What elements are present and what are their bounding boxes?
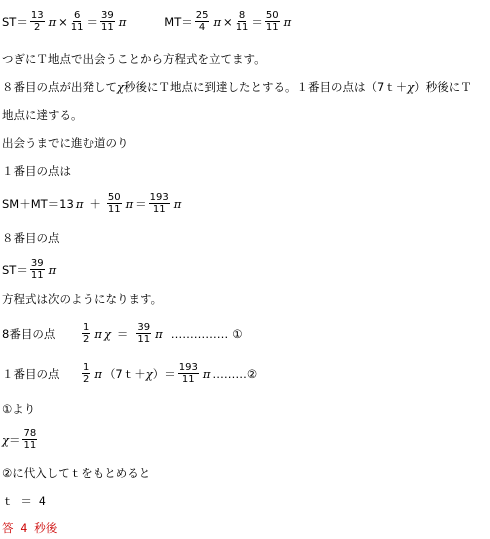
pi-symbol: π <box>125 196 134 211</box>
pi-symbol: π <box>202 366 211 381</box>
pi-symbol: π <box>155 326 163 341</box>
text-line-10: 方程式は次のようになります。 <box>2 292 163 306</box>
text-line-6: １番目の点は <box>2 164 71 178</box>
fraction: $\frac{39}{11}$ <box>30 258 44 281</box>
chi-symbol: χ <box>117 80 124 94</box>
chi-symbol: χ <box>2 432 9 447</box>
pi-symbol: π <box>118 14 127 29</box>
fraction: $\frac{1}{2}$ <box>83 362 90 385</box>
st-label: ST＝ <box>2 262 28 277</box>
equation-1 <box>2 322 243 345</box>
equation-marker: ① <box>232 326 243 341</box>
equals-sign: ＝ <box>135 196 147 211</box>
answer: 答 4 秒後 <box>2 521 58 535</box>
pi-symbol: π <box>94 326 102 341</box>
text-part: 秒後にＴ地点に到達したとする。１番目の点は（7ｔ＋ <box>123 80 408 94</box>
leader-dots: ……… <box>212 366 247 381</box>
point-label: １番目の点 <box>2 366 60 381</box>
text-line-15: ②に代入してｔをもとめると <box>2 466 151 480</box>
text-line-16: ｔ ＝ 4 <box>2 494 46 508</box>
fraction: $\frac{1}{2}$ <box>83 322 90 345</box>
text-part: ８番目の点が出発して <box>2 80 117 94</box>
leader-dots: …………… <box>170 326 229 341</box>
text-line-13: ①より <box>2 402 36 416</box>
fraction: $\frac{25}{4}$ <box>195 10 209 33</box>
fraction: $\frac{8}{11}$ <box>235 10 249 33</box>
equation-st-mt <box>2 10 293 33</box>
fraction: $\frac{39}{11}$ <box>137 322 151 345</box>
pi-symbol: π <box>75 196 84 211</box>
pi-symbol: π <box>48 14 57 29</box>
pi-symbol: π <box>213 14 222 29</box>
times-sign: × <box>223 14 233 29</box>
st-label: ST＝ <box>2 14 28 29</box>
text-line-2: つぎにＴ地点で出会うことから方程式を立てます。 <box>2 52 266 66</box>
point-label: 8番目の点 <box>2 326 56 341</box>
equals-sign: ＝ <box>251 14 263 29</box>
sm-mt-label: SM＋MT＝13 <box>2 196 74 211</box>
equals-sign: ＝ <box>86 14 98 29</box>
plus-sign: ＋ <box>89 196 101 211</box>
mt-label: MT＝ <box>164 14 193 29</box>
text-part: ）＝ <box>152 366 176 381</box>
text-line-3 <box>2 80 472 94</box>
text-part: ）秒後にＴ <box>414 80 472 94</box>
fraction: $\frac{50}{11}$ <box>265 10 279 33</box>
equals-sign: ＝ <box>116 326 129 341</box>
pi-symbol: π <box>94 366 102 381</box>
chi-symbol: χ <box>103 326 111 341</box>
chi-symbol: χ <box>145 366 153 381</box>
fraction: $\frac{50}{11}$ <box>107 192 121 215</box>
equation-x <box>2 428 39 451</box>
equation-st <box>2 258 58 281</box>
text-line-4: 地点に達する。 <box>2 108 83 122</box>
chi-symbol: χ <box>407 80 415 94</box>
pi-symbol: π <box>48 262 57 277</box>
equation-sm-mt <box>2 192 183 215</box>
text-line-8: ８番目の点 <box>2 231 60 245</box>
fraction: $\frac{78}{11}$ <box>23 428 37 451</box>
pi-symbol: π <box>173 196 182 211</box>
equation-2 <box>2 362 257 385</box>
equals-sign: ＝ <box>8 432 21 447</box>
times-sign: × <box>58 14 68 29</box>
fraction: $\frac{39}{11}$ <box>101 10 114 33</box>
text-line-5: 出会うまでに進む道のり <box>2 136 129 150</box>
fraction: $\frac{13}{2}$ <box>30 10 44 33</box>
equation-marker: ② <box>246 366 258 381</box>
pi-symbol: π <box>283 14 292 29</box>
fraction: $\frac{193}{11}$ <box>149 192 169 215</box>
fraction: $\frac{193}{11}$ <box>178 362 198 385</box>
fraction: $\frac{6}{11}$ <box>70 10 84 33</box>
text-part: （7ｔ＋ <box>103 366 146 381</box>
